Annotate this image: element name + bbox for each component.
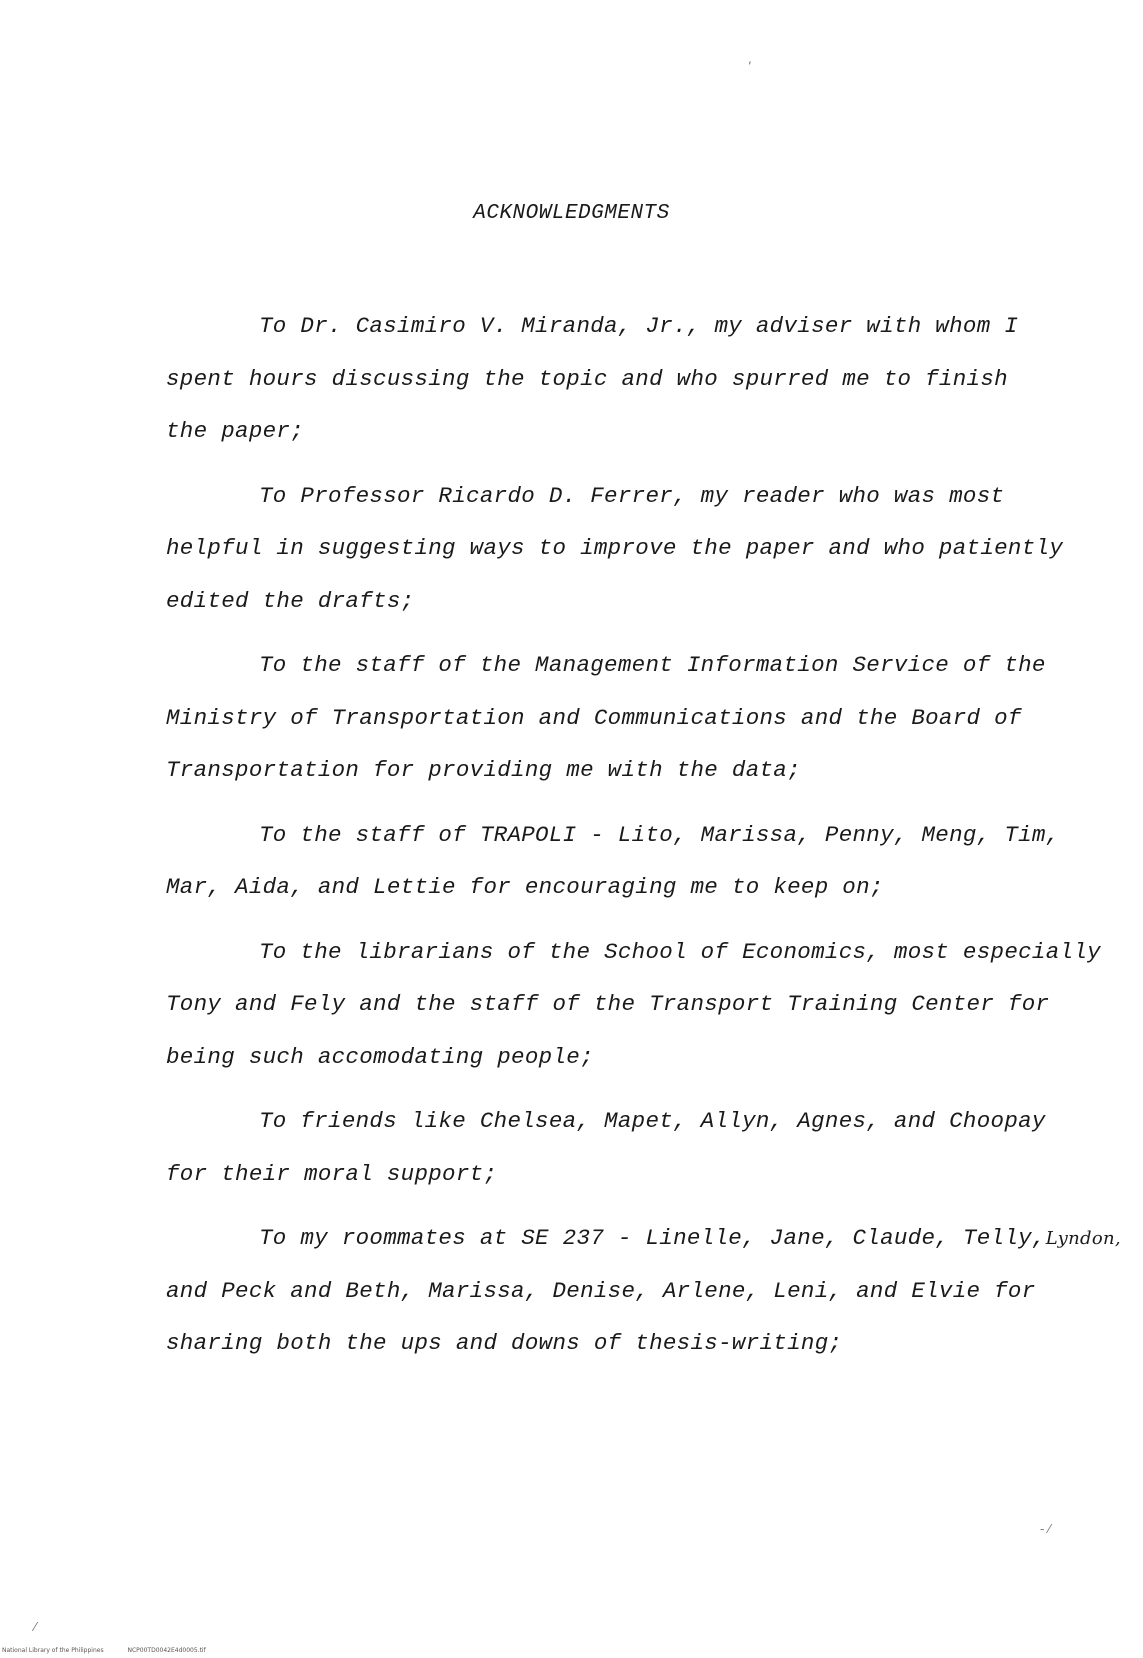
scan-speck: , bbox=[748, 52, 752, 66]
paragraph-line: edited the drafts; bbox=[166, 587, 415, 614]
acknowledgment-body bbox=[166, 300, 1121, 1370]
paragraph-line: Mar, Aida, and Lettie for encouraging me to keep on; bbox=[166, 874, 884, 900]
paragraph-line: To Professor Ricardo D. Ferrer, my reader who was most bbox=[259, 482, 1005, 509]
paragraph-line: Tony and Fely and the staff of the Transport Training Center for bbox=[166, 991, 1050, 1017]
paragraph-line: To the staff of the Management Information Service of the bbox=[259, 652, 1046, 678]
paragraph-line: and Peck and Beth, Marissa, Denise, Arlene, Leni, and Elvie for bbox=[166, 1277, 1036, 1304]
scan-speck: ⁄ bbox=[34, 1620, 37, 1634]
paragraph-line: for their moral support; bbox=[166, 1160, 498, 1187]
paragraph-line: sharing both the ups and downs of thesis-writing; bbox=[166, 1330, 843, 1356]
paragraph-line: To Dr. Casimiro V. Miranda, Jr., my adviser with whom I bbox=[259, 313, 1019, 339]
paragraph-line: To the librarians of the School of Economics, most especially bbox=[259, 938, 1101, 965]
paragraph-line: spent hours discussing the topic and who spurred me to finish bbox=[166, 365, 1008, 392]
handwritten-insert: Lyndon, bbox=[1045, 1228, 1121, 1249]
paragraph-line: Transportation for providing me with the data; bbox=[166, 757, 801, 783]
paragraph-line: helpful in suggesting ways to improve the paper and who patiently bbox=[166, 535, 1064, 561]
paragraph-line: To friends like Chelsea, Mapet, Allyn, Agnes, and Choopay bbox=[259, 1108, 1046, 1134]
paragraph-line: the paper; bbox=[166, 418, 305, 444]
page-heading: ACKNOWLEDGMENTS bbox=[473, 202, 670, 225]
scan-speck: - ⁄ bbox=[1040, 1522, 1051, 1536]
paragraph-line: To my roommates at SE 237 - Linelle, Jane, Claude, Telly, bbox=[259, 1225, 1046, 1251]
paragraph-line-with-insert bbox=[166, 1212, 1121, 1265]
footer-institution: National Library of the Philippines bbox=[2, 1647, 104, 1654]
footer-file-id: NCP00TD0042E4d0005.tif bbox=[127, 1647, 206, 1654]
scan-footer bbox=[2, 1647, 228, 1654]
paragraph-line: being such accomodating people; bbox=[166, 1043, 594, 1070]
paragraph-line: Ministry of Transportation and Communications and the Board of bbox=[166, 704, 1022, 731]
paragraph-line: To the staff of TRAPOLI - Lito, Marissa, Penny, Meng, Tim, bbox=[259, 821, 1060, 848]
